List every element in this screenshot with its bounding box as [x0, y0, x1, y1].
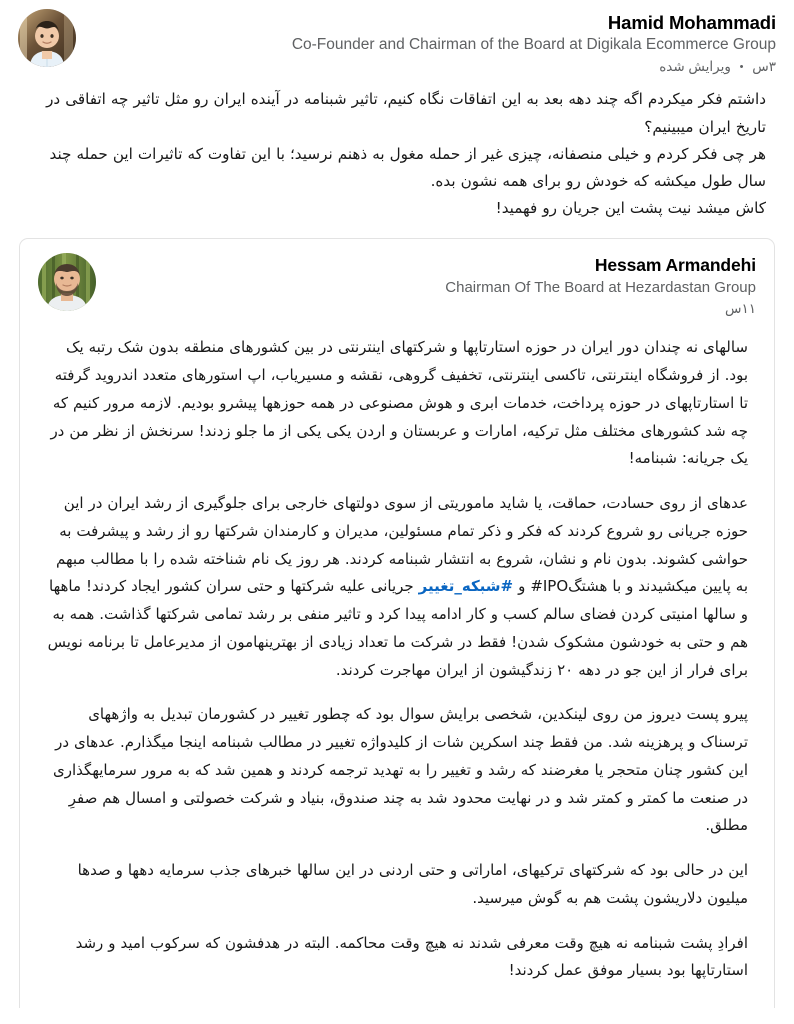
- outer-post-body: [0, 76, 794, 221]
- outer-post-paragraph-1: داشتم فکر میکردم اگه چند دهه بعد به این اتفاقات نگاه کنیم، تاثیر شبنامه در آینده ایران رو مثل تاثیر چه اتفاقی در تاریخ ایران میبینیم؟: [46, 90, 766, 136]
- outer-post-paragraph-2: هر چی فکر کردم و خیلی منصفانه، چیزی غیر از حمله مغول به ذهنم نرسید؛ با این تفاوت که تاثیرات این حمله چند سال طول میکشه که خودش رو برای همه نشون بده.: [49, 144, 766, 190]
- outer-post-header: [0, 0, 794, 76]
- inner-post-paragraph-5: افرادِ پشت شبنامه نه هیچ وقت معرفی شدند نه هیچ وقت محاکمه. البته در هدفشون که سرکوب امید و رشد استارتاپها بود بسیار موفق عمل کردند!: [75, 933, 748, 980]
- inner-post-author-headline: Chairman Of The Board at Hezardastan Group: [445, 278, 756, 296]
- hashtag-ipo-token: #IPO: [530, 577, 569, 596]
- inner-post-body: [20, 318, 774, 985]
- inner-post-meta: [102, 300, 756, 318]
- inner-post-paragraph-2: عدهای از روی حسادت، حماقت، یا شاید ماموریتی از سوی دولتهای خارجی برای جلوگیری از رشد ایران در این حوزه جریانی رو شروع کردند که فکر و ذکر تمام مسئولین، مدیران و کارمندان شرکتها رو از رشد و پیشرفت به حواشی کشوند. بدون نام و نشان، شروع به انتشار شبنامه کردند. هر روز یک نام شناخته شده را با مطالب مبهم به پایین میکشیدند و با هشتگ#IPO و #شبکه_تغییر جریانی علیه شرکتها و حتی سران کشور ایجاد کردند! ماهها و سالها امنیتی کردن فضای سالم کسب و کار ادامه پیدا کرد و تاثیر منفی بر رشد تمامی شرکتها گذاشت. همه به هم و حتی به خودشون مشکوک شدن! فقط در شرکت ما تعداد زیادی از بهترینهامون از مدیرعامل تا برنامه نویس برای فرار از این جو در دهه ۲۰ زندگیشون از ایران مهاجرت کردند.: [47, 494, 748, 679]
- outer-post-edited-label: ویرایش شده: [659, 59, 731, 75]
- inner-post-paragraph-4: این در حالی بود که شرکتهای ترکیهای، اماراتی و حتی اردنی در این سالها خبرهای جذب سرمایه دهها و صدها میلیون دلاریشون پشت هم به گوش میرسید.: [77, 861, 748, 907]
- inner-post-time: ۱۱س: [725, 301, 756, 317]
- outer-post-time: ۳س: [752, 59, 776, 75]
- outer-post: [0, 0, 794, 222]
- outer-post-identity: [76, 9, 776, 76]
- inner-post-header: [20, 239, 774, 319]
- meta-separator-dot: •: [739, 61, 744, 74]
- inner-post-paragraph-3: پیرو پست دیروز من روی لینکدین، شخصی برایش سوال بود که چطور تغییر در کشورمان تبدیل به واژههای ترسناک و پرهزینه شد. من فقط چند اسکرین شات از کلیدواژه تغییر در مطالب شبنامه اینجا میگذارم. عدهای در این کشور چنان متحجر یا مغرضند که رشد و تغییر را به تهدید ترجمه کردند و همین شد که به مرور سرمایهگذاری در صنعت ما کمتر و کمتر شد و در نهایت محدود شد به چند صندوق، بنیاد و شرکت خصولتی و امسال هم صفرِ مطلق.: [53, 705, 748, 835]
- reshared-post-card[interactable]: [19, 238, 775, 1008]
- hashtag-link[interactable]: #شبکه_تغییر: [418, 577, 514, 596]
- inner-post-identity: [96, 253, 756, 319]
- inner-post-paragraph-1: سالهای نه چندان دور ایران در حوزه استارتاپها و شرکتهای اینترنتی در بین کشورهای منطقه بدون شک رتبه یک بود. از فروشگاه اینترنتی، تاکسی اینترنتی، تخفیف گروهی، نقشه و مسیریاب، اپ استورهای متعدد اندروید گرفته تا استارتاپهای در حوزه پرداخت، خدمات ابری و هوش مصنوعی در همه حوزهها پیشرو بودیم. لازمه مرور کنیم که چه شد کشورهای مختلف مثل ترکیه، امارات و عربستان و اردن یکی یکی از ما جلو زدند! سرنخش از نظر من در یک جریانه: شبنامه!: [50, 338, 748, 468]
- outer-post-author-name[interactable]: Hamid Mohammadi: [607, 12, 776, 33]
- inner-post-author-name[interactable]: Hessam Armandehi: [594, 254, 756, 275]
- outer-post-meta: [82, 58, 776, 76]
- inner-post-avatar[interactable]: [38, 253, 96, 311]
- outer-post-author-headline: Co-Founder and Chairman of the Board at Digikala Ecommerce Group: [291, 36, 776, 54]
- outer-post-avatar[interactable]: [18, 9, 76, 67]
- outer-post-paragraph-3: کاش میشد نیت پشت این جریان رو فهمید!: [495, 198, 766, 217]
